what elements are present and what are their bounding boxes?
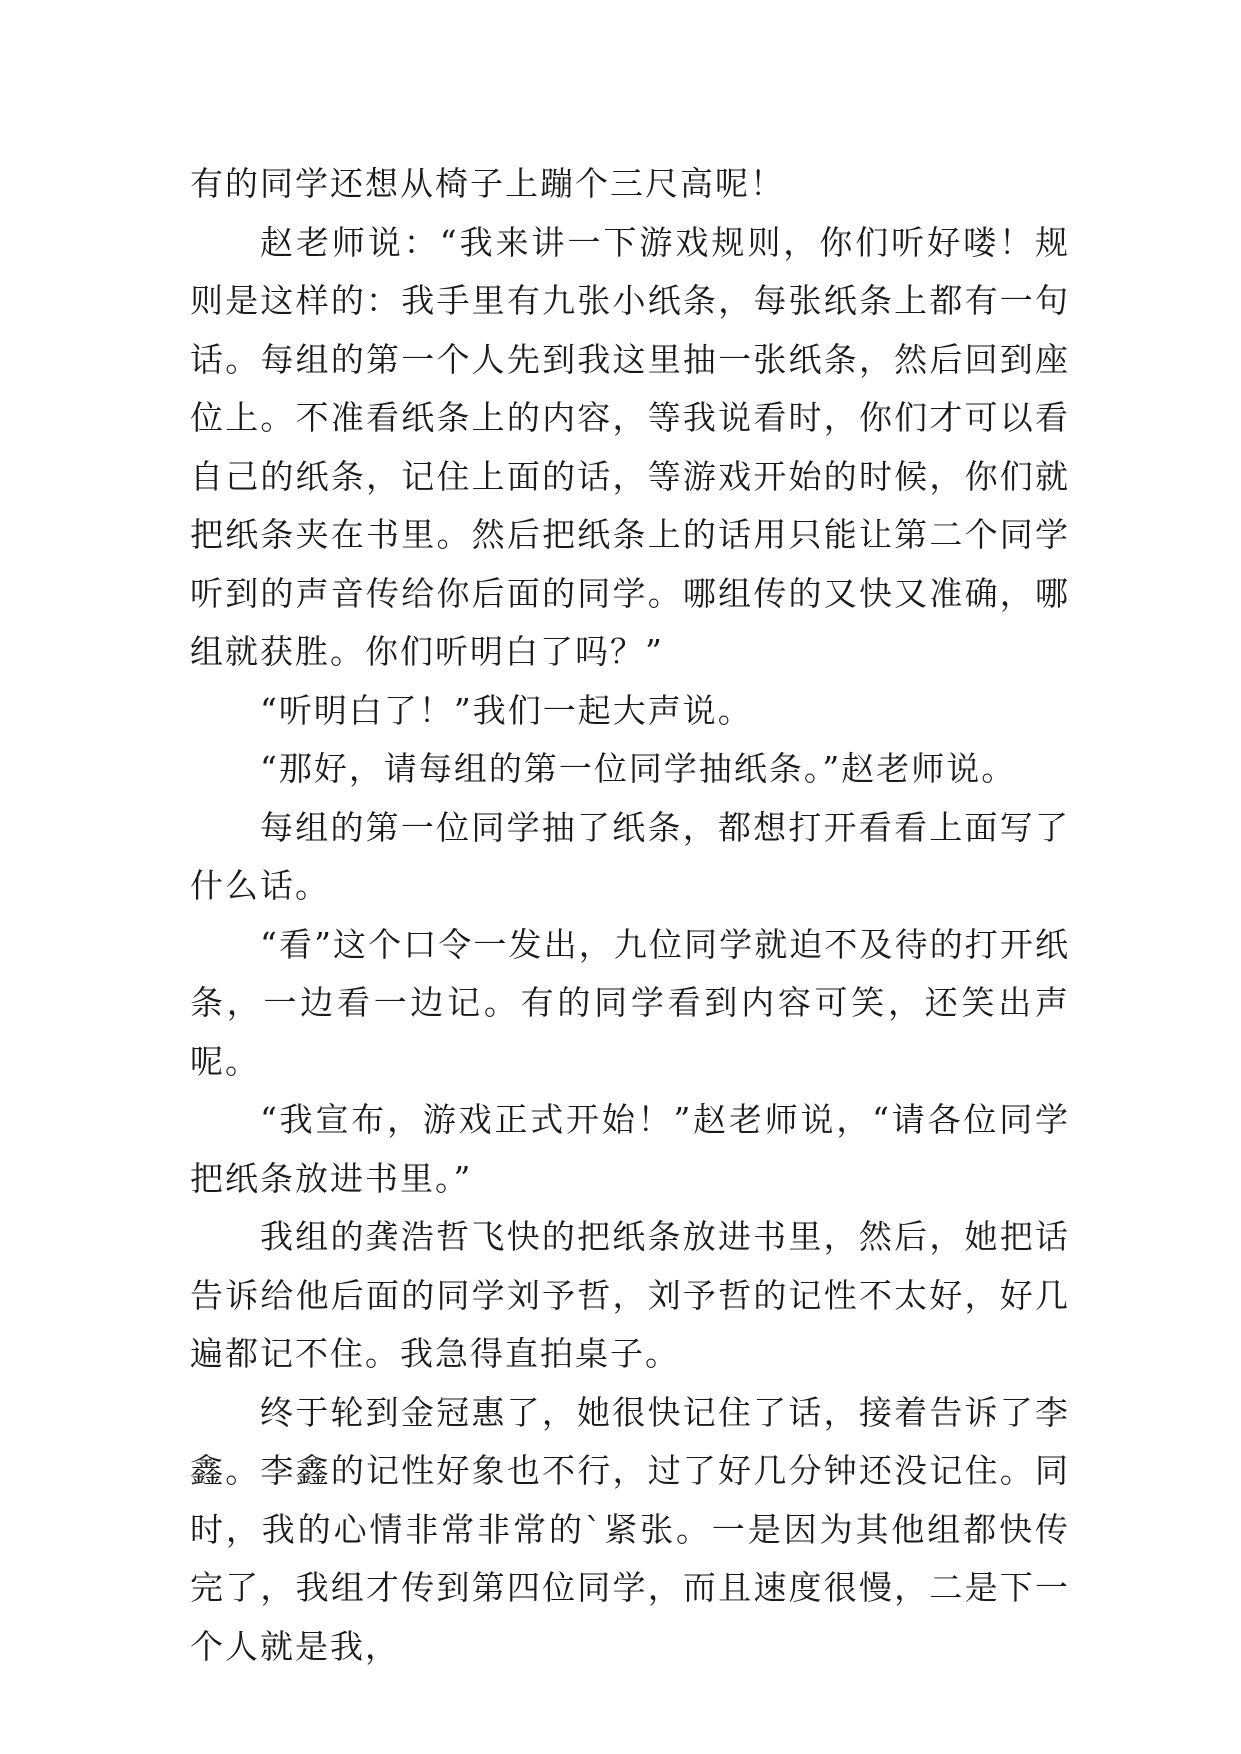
paragraph: 每组的第一位同学抽了纸条，都想打开看看上面写了什么话。 bbox=[190, 807, 1070, 905]
paragraph: “听明白了！”我们一起大声说。 bbox=[260, 690, 753, 730]
paragraph: 终于轮到金冠惠了，她很快记住了话，接着告诉了李鑫。李鑫的记性好象也不行，过了好几分钟还没记住。同时，我的心情非常非常的`紧张。一是因为其他组都快传完了，我组才传到第四位同学，而且速度很慢，二是下一个人就是我， bbox=[190, 1392, 1070, 1666]
paragraph: “我宣布，游戏正式开始！”赵老师说，“请各位同学把纸条放进书里。” bbox=[190, 1100, 1070, 1198]
paragraph: 赵老师说：“我来讲一下游戏规则，你们听好喽！规则是这样的：我手里有九张小纸条，每张纸条上都有一句话。每组的第一个人先到我这里抽一张纸条，然后回到座位上。不准看纸条上的内容，等我说看时，你们才可以看自己的纸条，记住上面的话，等游戏开始的时候，你们就把纸条夹在书里。然后把纸条上的话用只能让第二个同学听到的声音传给你后面的同学。哪组传的又快又准确，哪组就获胜。你们听明白了吗？” bbox=[190, 222, 1070, 671]
paragraph: 有的同学还想从椅子上蹦个三尺高呢！ bbox=[190, 164, 785, 203]
paragraph: “那好，请每组的第一位同学抽纸条。”赵老师说。 bbox=[260, 749, 1017, 788]
paragraph: “看”这个口令一发出，九位同学就迫不及待的打开纸条，一边看一边记。有的同学看到内容可笑，还笑出声呢。 bbox=[190, 924, 1070, 1081]
paragraph: 我组的龚浩哲飞快的把纸条放进书里，然后，她把话告诉给他后面的同学刘予哲，刘予哲的记性不太好，好几遍都记不住。我急得直拍桌子。 bbox=[190, 1217, 1070, 1373]
essay-body bbox=[190, 155, 1070, 1676]
